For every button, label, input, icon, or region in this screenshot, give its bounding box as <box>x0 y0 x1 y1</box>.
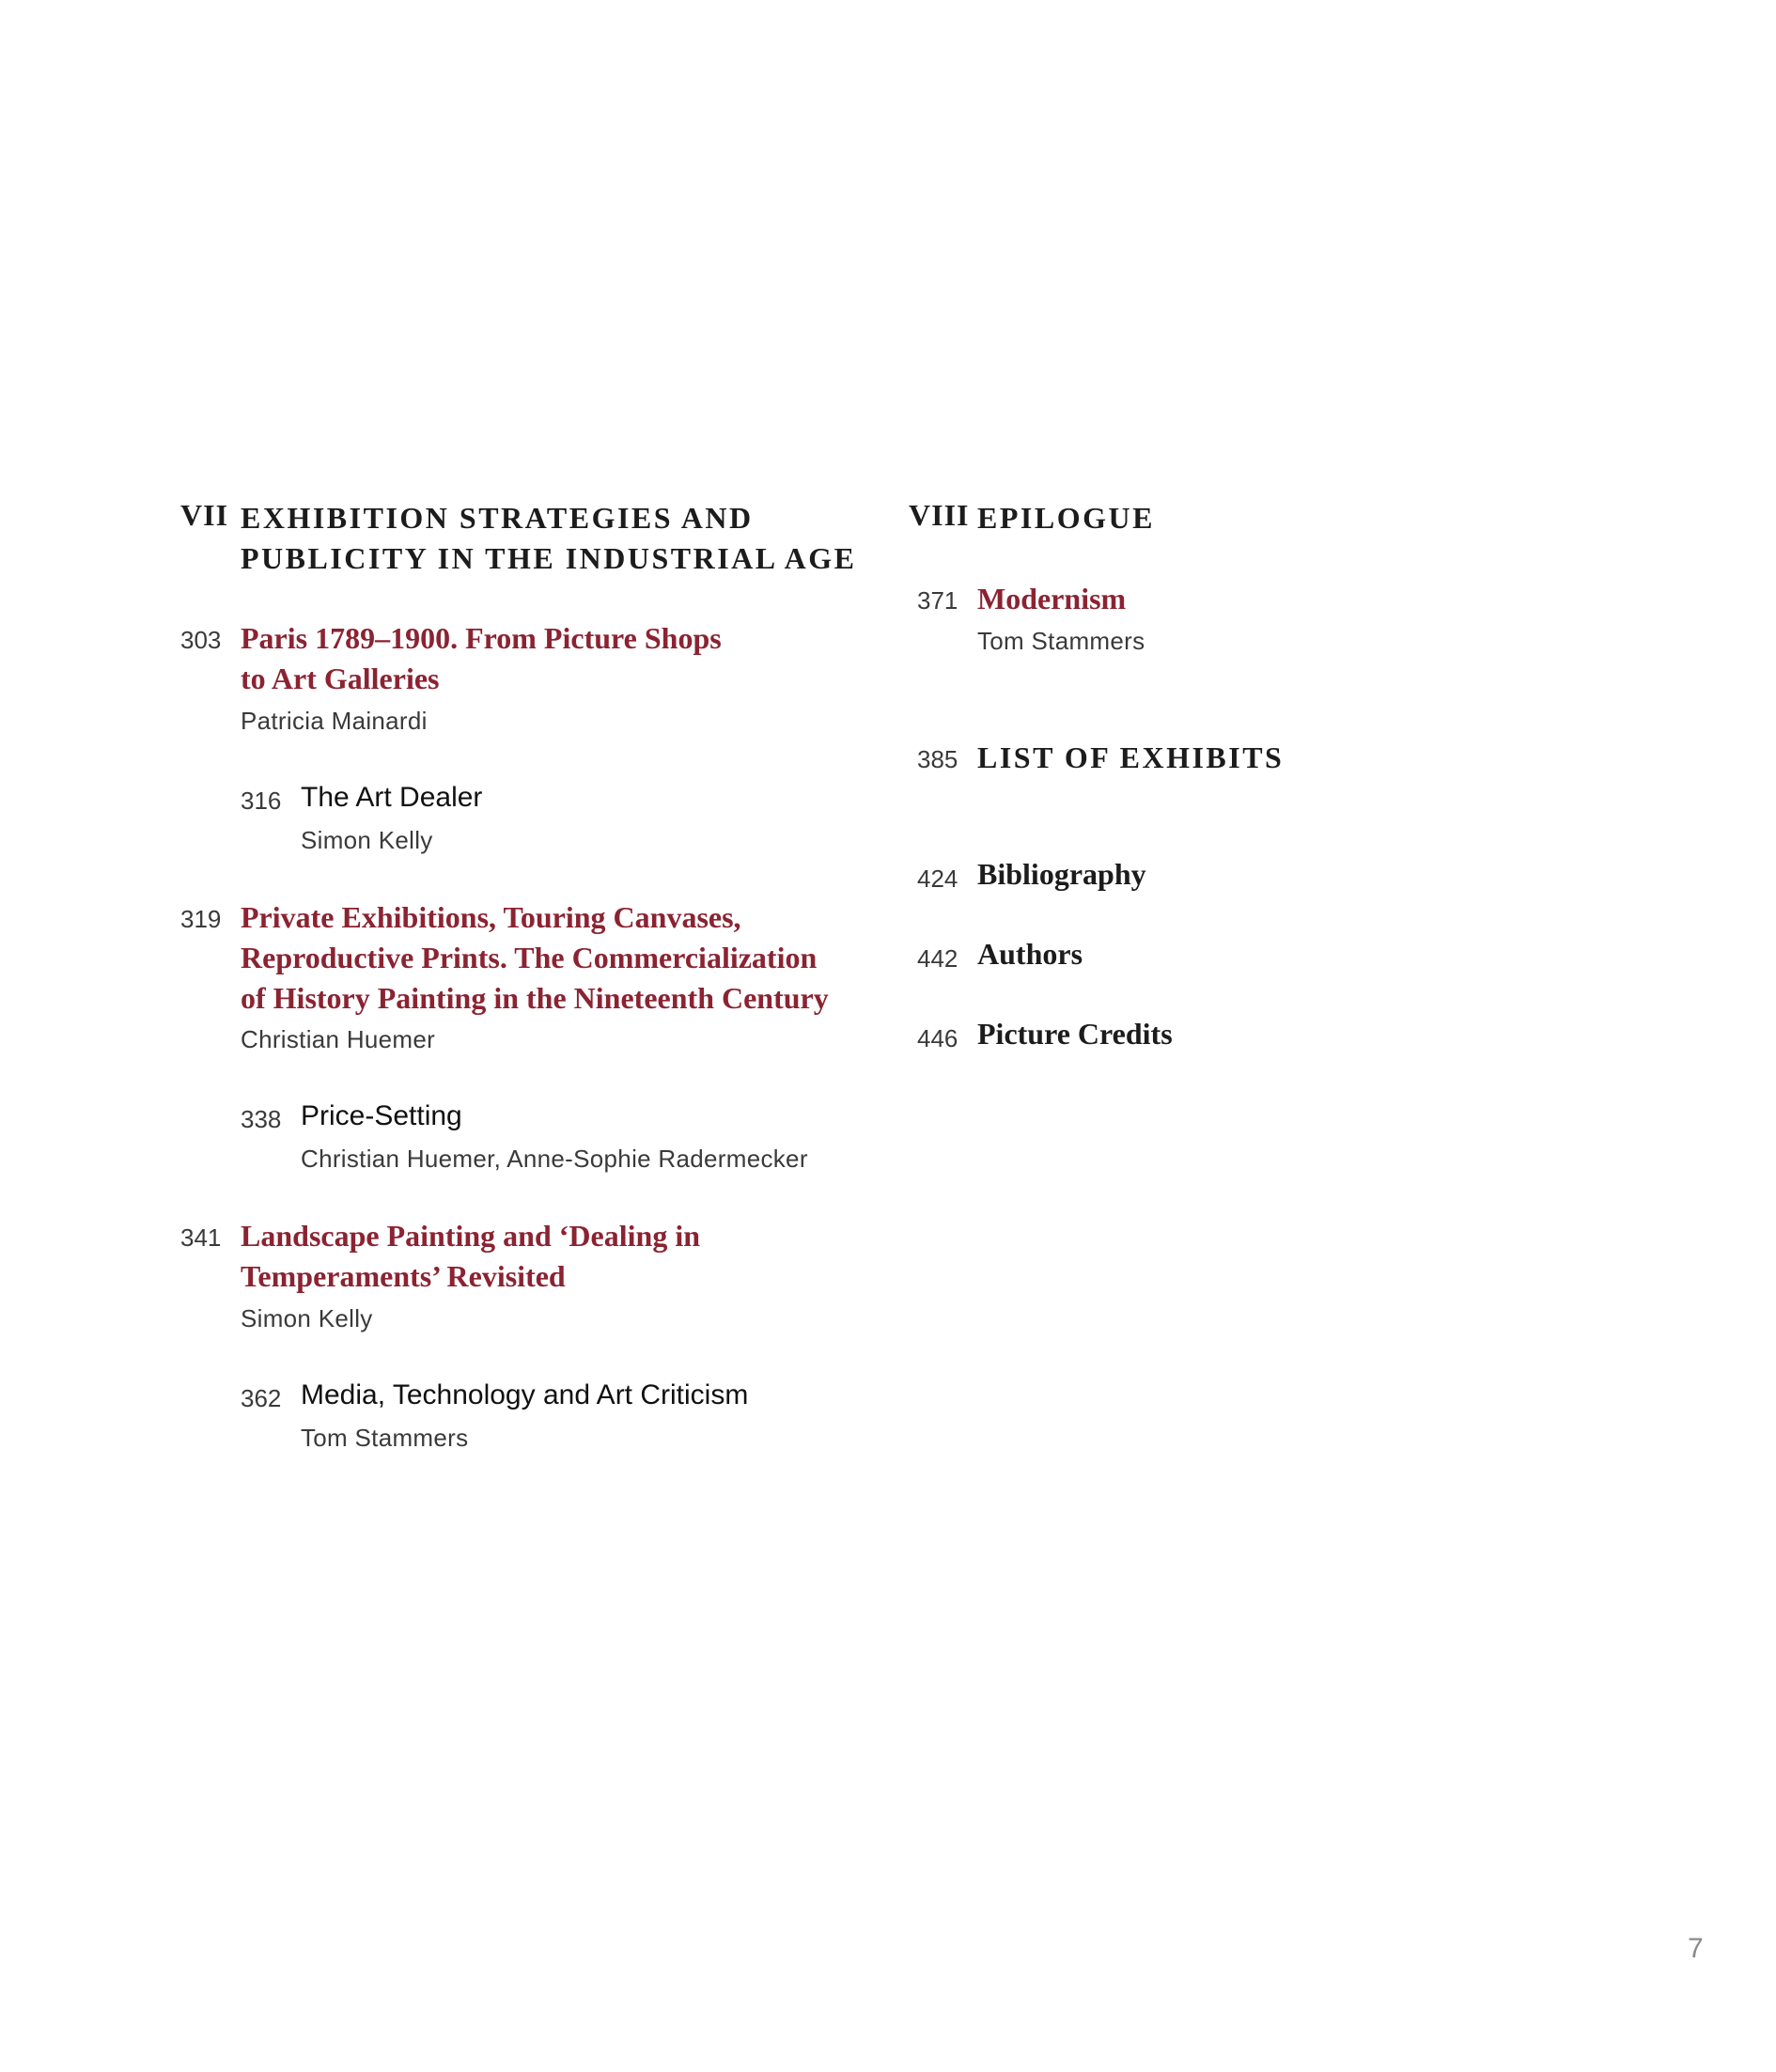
page-number: 446 <box>917 1024 958 1052</box>
entry-author: Simon Kelly <box>301 826 433 854</box>
entry-author: Patricia Mainardi <box>241 707 428 735</box>
entry-title[interactable]: Authors <box>977 937 1083 971</box>
entry-title-line: of History Painting in the Nineteenth Century <box>241 981 829 1015</box>
entry-title-line: Reproductive Prints. The Commercialization <box>241 941 818 974</box>
page-number: 385 <box>917 745 958 773</box>
page-number: 316 <box>241 787 282 815</box>
entry-author: Tom Stammers <box>301 1424 469 1452</box>
entry-author: Christian Huemer <box>241 1025 436 1053</box>
entry-title[interactable]: Modernism <box>977 582 1127 615</box>
entry-title[interactable]: Bibliography <box>977 857 1146 891</box>
section-title-line: EXHIBITION STRATEGIES AND <box>241 501 754 535</box>
entry-title-line: Paris 1789–1900. From Picture Shops <box>241 621 722 655</box>
entry-title-line: Private Exhibitions, Touring Canvases, <box>241 900 741 934</box>
entry-title[interactable] <box>241 897 829 1019</box>
section-numeral: VIII <box>909 498 970 532</box>
entry-title[interactable] <box>241 1216 700 1297</box>
entry-title-line: to Art Galleries <box>241 662 440 695</box>
entry-title-line: Temperaments’ Revisited <box>241 1259 566 1293</box>
page-number: 371 <box>917 586 958 615</box>
page-number: 362 <box>241 1384 282 1412</box>
entry-title[interactable]: Picture Credits <box>977 1017 1173 1051</box>
section-title <box>241 498 856 579</box>
page-number: 338 <box>241 1105 282 1133</box>
page-number: 303 <box>180 626 222 654</box>
entry-title-line: Landscape Painting and ‘Dealing in <box>241 1219 700 1253</box>
page-number: 319 <box>180 905 222 933</box>
entry-author: Christian Huemer, Anne-Sophie Radermecker <box>301 1145 808 1173</box>
entry-title[interactable]: The Art Dealer <box>301 782 483 813</box>
section-numeral: VII <box>180 498 229 532</box>
section-title-line: PUBLICITY IN THE INDUSTRIAL AGE <box>241 541 857 575</box>
entry-author: Simon Kelly <box>241 1304 373 1332</box>
entry-title[interactable]: Media, Technology and Art Criticism <box>301 1379 749 1410</box>
page-number-footer: 7 <box>1688 1933 1704 1964</box>
entry-title[interactable] <box>241 618 722 699</box>
entry-title[interactable]: Price-Setting <box>301 1100 462 1131</box>
page-number: 341 <box>180 1223 222 1252</box>
page-number: 424 <box>917 865 958 893</box>
page-number: 442 <box>917 944 958 973</box>
entry-title[interactable]: LIST OF EXHIBITS <box>977 740 1285 774</box>
entry-author: Tom Stammers <box>977 627 1145 655</box>
section-title: EPILOGUE <box>977 501 1155 535</box>
